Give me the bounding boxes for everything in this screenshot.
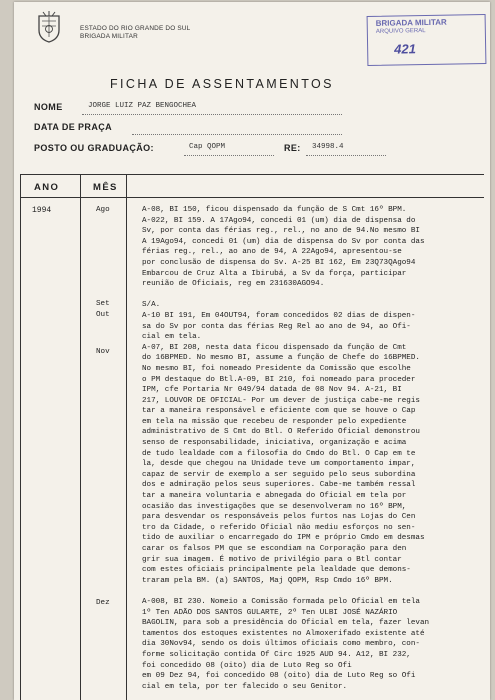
entry-line: Embarcou de Cruz Alta a Ibirubá, a Sv da força, participar — [142, 269, 407, 278]
record-entries — [142, 205, 482, 692]
entry-line: carar os falsos PM que se escondiam na Corporação para den — [142, 545, 407, 553]
entry-line: No mesmo BI, foi nomeado Presidente da Comissão que escolhe — [142, 364, 411, 373]
stamp-line-2: ARQUIVO GERAL — [375, 28, 426, 35]
entry-line: o PM destaque do Btl.A-09, BI 210, foi nomeado para proceder — [142, 375, 416, 384]
month-dez: Dez — [96, 599, 110, 607]
entry-line: reunião de Oficiais, reg em 231630AGO94. — [142, 280, 325, 289]
entry-line: para desvendar os responsáveis pelos furtos nas Lojas do Cen — [142, 513, 416, 522]
entry-line: la, desde que chegou na Unidade teve um comportamento impar, — [142, 460, 416, 469]
entry-line: 217, LOUVOR DE OFICIAL- Por um dever de justiça cabe-me regis — [142, 396, 420, 405]
table-left-rule — [20, 174, 21, 700]
entry-line: férias reg., rel., ao ano de 94, A 22Ago94, apresentou-se — [142, 248, 402, 257]
posto-underline — [184, 155, 274, 156]
re-label: RE: — [284, 143, 301, 153]
entry-line: senso de responsabilidade, iniciativa, organização e acima — [142, 439, 407, 448]
year-cell: 1994 — [32, 206, 52, 215]
institution-header — [80, 25, 190, 41]
entry-line: A-08, BI 150, ficou dispensado da função de S Cmt 16º BPM. — [142, 206, 407, 214]
entry-line: dos e admiração pelos seus superiores. Cabe-me também ressal — [142, 481, 416, 490]
re-value: 34998.4 — [312, 143, 344, 151]
entry-line: 1º Ten ADÃO DOS SANTOS GULARTE, 2º Ten ULBI JOSÉ NAZÁRIO — [142, 608, 398, 617]
mes-header: MÊS — [93, 182, 118, 193]
entry-line: BAGOLIN, para sob a presidência do Oficial em tela, fazer levan — [142, 619, 430, 628]
entry-line: A-022, BI 159. A 17Ago94, concedi 01 (um) dia de dispensa do — [142, 216, 416, 225]
nome-underline — [82, 114, 342, 115]
entry-line: A-07, BI 208, nesta data ficou dispensado da função de Cmt — [142, 343, 407, 352]
entry-line: foi concedido 08 (oito) dia de Luto Reg so Ofi — [142, 661, 352, 670]
entry-line: sa do Sv por conta das férias Reg Rel ao ano de 94, ao Ofi- — [142, 322, 411, 331]
posto-value: Cap QOPM — [189, 143, 226, 151]
ano-header: ANO — [34, 182, 60, 193]
coat-of-arms-icon — [36, 10, 62, 44]
entry-line: tar a maneira responsável e eficiente com que se houve o Cap — [142, 407, 416, 416]
entry-line: tamentos dos estoques existentes no Almoxerifado existente até — [142, 629, 425, 638]
entry-line: tro da Cidade, o referido Oficial não mediu esforços no sen- — [142, 523, 416, 532]
entry-line: grir sua imagem. É motivo de privilégio para o Btl contar — [142, 555, 402, 564]
table-header-rule — [20, 197, 484, 198]
entry-line: administrativo de S Cmt do Btl. O Referido Oficial demonstrou — [142, 428, 420, 437]
mes-column-rule — [126, 174, 127, 700]
table-top-rule — [20, 174, 484, 175]
entry-line: traram pela BM. (a) SANTOS, Maj QOPM, Rsp Cmdo 16º BPM. — [142, 576, 393, 585]
entry-line: do 16BPMED. No mesmo BI, assume a função de Chefe do 16BPMED. — [142, 354, 420, 363]
entry-line: cial em tela, por ter falecido o seu Genitor. — [142, 682, 348, 691]
archive-stamp — [367, 14, 487, 66]
entry-line: cial em tela. — [142, 333, 202, 342]
entry-line: A 19Ago94, concedi 01 (um) dia de dispensa do Sv por conta das — [142, 237, 425, 246]
entry-line: por conclusão de dispensa do Sv. A-25 BI 162, Em 23Q73QAgo94 — [142, 258, 416, 267]
data-praca-label: DATA DE PRAÇA — [34, 122, 113, 132]
institution-state: ESTADO DO RIO GRANDE DO SUL — [80, 25, 191, 32]
month-set: Set — [96, 300, 110, 308]
entry-line: A-10 BI 191, Em 04OUT94, foram concedidos 02 dias de dispen- — [142, 311, 416, 320]
entry-line: IPM, cfe Portaria Nr 049/94 datada de 08 Nov 94. A-21, BI — [142, 386, 402, 395]
record-sheet — [14, 2, 490, 700]
stamp-number: 421 — [394, 41, 416, 57]
entry-line: em 09 Dez 94, foi concedido 08 (oito) dia de Luto Reg so Ofi — [142, 672, 416, 681]
entry-line: ocasião das investigações que se desenvolveram no 16º BPM, — [142, 502, 407, 511]
nome-label: NOME — [34, 102, 63, 112]
month-out: Out — [96, 311, 110, 319]
entry-line — [142, 586, 482, 597]
stamp-line-1: BRIGADA MILITAR — [375, 17, 447, 28]
entry-line: em tela na missão que recebeu de responder pelo expediente — [142, 417, 407, 426]
month-ago: Ago — [96, 206, 110, 214]
re-underline — [306, 155, 386, 156]
entry-line: S/A. — [142, 301, 161, 310]
entry-line: forme solicitação contida Of Circ 1925 AUD 94. A12, BI 232, — [142, 650, 411, 659]
entry-line: com estes oficiais principalmente pela lealdade que demons- — [142, 566, 411, 575]
entry-line: capaz de servir de exemplo a ser seguido pelo seus subordina — [142, 470, 416, 479]
institution-name: BRIGADA MILITAR — [80, 33, 138, 40]
month-nov: Nov — [96, 348, 110, 356]
nome-value: JORGE LUIZ PAZ BENGOCHEA — [88, 102, 197, 110]
posto-label: POSTO OU GRADUAÇÃO: — [34, 143, 154, 153]
entry-line: tar a maneira voluntaria e abnegada do Oficial em tela por — [142, 492, 407, 501]
entry-line: A-008, BI 230. Nomeio a Comissão formada pelo Oficial em tela — [142, 597, 420, 606]
data-praca-underline — [132, 134, 342, 135]
entry-line: Sv, por conta das férias reg., rel., no ano de 94.No mesmo BI — [142, 227, 420, 236]
entry-line: de tudo lealdade com a filosofia do Cmdo do Btl. O Cap em te — [142, 449, 416, 458]
ano-column-rule — [80, 174, 81, 700]
entry-line: tido de auxiliar o encarregado do IPM e próprio Cmdo em desmas — [142, 534, 425, 543]
entry-line — [142, 290, 482, 301]
entry-line: dia 30Nov94, sendo os dois últimos oficiais como membro, con- — [142, 640, 420, 649]
document-title: FICHA DE ASSENTAMENTOS — [110, 77, 334, 91]
